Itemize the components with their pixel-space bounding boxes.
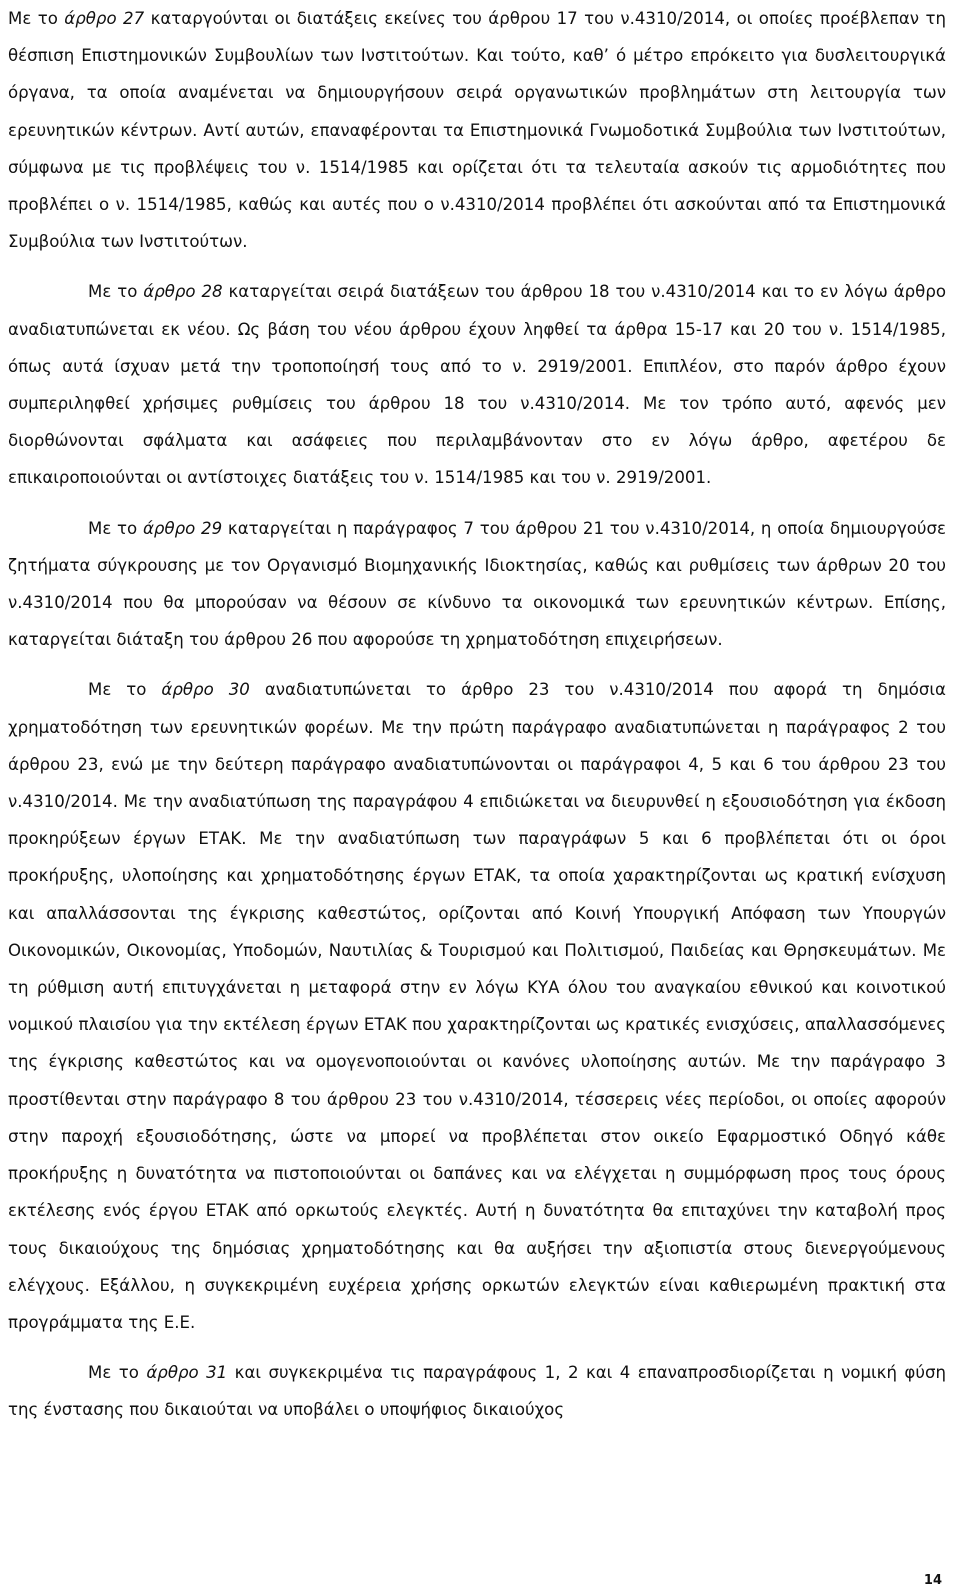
paragraph-lead: Με το xyxy=(88,680,162,700)
paragraph-body: αναδιατυπώνεται το άρθρο 23 του ν.4310/2014 που αφορά τη δημόσια χρηματοδότηση των ερευνητικών φορέων. Με την πρώτη παράγραφο αναδιατυπώνεται η παράγραφος 2 του άρθρου 23, ενώ με την δεύτερη παράγραφο αναδιατυπώνονται οι παράγραφοι 4, 5 και 6 του άρθρου 23 του ν.4310/2014. Με την αναδιατύπωση της παραγράφου 4 επιδιώκεται να διευρυνθεί η εξουσιοδότηση για έκδοση προκηρύξεων έργων ΕΤΑΚ. Με την αναδιατύπωση των παραγράφων 5 και 6 προβλέπεται ότι οι όροι προκήρυξης, υλοποίησης και χρηματοδότησης έργων ΕΤΑΚ, τα οποία χαρακτηρίζονται ως κρατική ενίσχυση και απαλλάσσονται της έγκρισης καθεστώτος, ορίζονται από Κοινή Υπουργική Απόφαση των Υπουργών Οικονομικών, Οικονομίας, Υποδομών, Ναυτιλίας & Τουρισμού και Πολιτισμού, Παιδείας και Θρησκευμάτων. Με τη ρύθμιση αυτή επιτυγχάνεται η μεταφορά στην εν λόγω ΚΥΑ όλου του αναγκαίου εθνικού και κοινοτικού νομικού πλαισίου για την εκτέλεση έργων ΕΤΑΚ που χαρακτηρίζονται ως κρατικές ενισχύσεις, απαλλασσόμενες της έγκρισης καθεστώτος και να ομογενοποιούνται οι κανόνες υλοποίησης αυτών. Με την παράγραφο 3 προστίθενται στην παράγραφο 8 του άρθρου 23 του ν.4310/2014, τέσσερεις νέες περίοδοι, οι οποίες αφορούν στην παροχή εξουσιοδότησης, ώστε να μπορεί να προβλέπεται στον οικείο Εφαρμοστικό Οδηγό κάθε προκήρυξης η δυνατότητα να πιστοποιούνται οι δαπάνες και να ελέγχεται η συμμόρφωση προς τους όρους εκτέλεσης ενός έργου ΕΤΑΚ από ορκωτούς ελεγκτές. Αυτή η δυνατότητα θα επιταχύνει την καταβολή προς τους δικαιούχους της δημόσιας χρηματοδότησης και θα αυξήσει την αξιοπιστία στους διενεργούμενους ελέγχους. Εξάλλου, η συγκεκριμένη ευχέρεια χρήσης ορκωτών ελεγκτών είναι καθιερωμένη πρακτική στα προγράμματα της Ε.Ε. xyxy=(8,680,946,1332)
paragraph-body: καταργείται σειρά διατάξεων του άρθρου 18 του ν.4310/2014 και το εν λόγω άρθρο αναδιατυπώνεται εκ νέου. Ως βάση του νέου άρθρου έχουν ληφθεί τα άρθρα 15-17 και 20 του ν. 1514/1985, όπως αυτά ίσχυαν μετά την τροποποίησή τους από το ν. 2919/2001. Επιπλέον, στο παρόν άρθρο έχουν συμπεριληφθεί χρήσιμες ρυθμίσεις του άρθρου 18 του ν.4310/2014. Με τον τρόπο αυτό, αφενός μεν διορθώνονται σφάλματα και ασάφειες που περιλαμβάνονταν στο εν λόγω άρθρο, αφετέρου δε επικαιροποιούνται οι αντίστοιχες διατάξεις του ν. 1514/1985 και του ν. 2919/2001. xyxy=(8,282,946,488)
paragraph-article-30 xyxy=(8,671,946,1341)
article-reference: άρθρο 27 xyxy=(64,9,145,28)
paragraph-article-27 xyxy=(8,0,946,260)
paragraph-lead: Με το xyxy=(8,9,65,28)
paragraph-lead: Με το xyxy=(88,518,143,538)
article-reference: άρθρο 31 xyxy=(146,1363,228,1383)
paragraph-article-29 xyxy=(8,510,946,659)
paragraph-lead: Με το xyxy=(88,282,144,302)
article-reference: άρθρο 28 xyxy=(143,282,223,302)
paragraph-body: καταργείται η παράγραφος 7 του άρθρου 21 του ν.4310/2014, η οποία δημιουργούσε ζητήματα σύγκρουσης με τον Οργανισμό Βιομηχανικής Ιδιοκτησίας, καθώς και ρυθμίσεις των άρθρων 20 του ν.4310/2014 που θα μπορούσαν να θέσουν σε κίνδυνο τα οικονομικά των ερευνητικών κέντρων. Επίσης, καταργείται διάταξη του άρθρου 26 που αφορούσε τη χρηματοδότηση επιχειρήσεων. xyxy=(8,518,947,650)
paragraph-lead: Με το xyxy=(88,1363,147,1383)
paragraph-body: και συγκεκριμένα τις παραγράφους 1, 2 και 4 επαναπροσδιορίζεται η νομική φύση της ένστασης που δικαιούται να υποβάλει ο υποψήφιος δικαιούχος xyxy=(8,1363,946,1420)
page-number: 14 xyxy=(923,1573,942,1588)
article-reference: άρθρο 30 xyxy=(161,680,250,700)
paragraph-article-31 xyxy=(8,1354,946,1428)
paragraph-body: καταργούνται οι διατάξεις εκείνες του άρθρου 17 του ν.4310/2014, οι οποίες προέβλεπαν τη θέσπιση Επιστημονικών Συμβουλίων των Ινστιτούτων. Και τούτο, καθ’ ό μέτρο επρόκειτο για δυσλειτουργικά όργανα, τα οποία αναμένεται να δημιουργήσουν σειρά οργανωτικών προβλημάτων στη λειτουργία των ερευνητικών κέντρων. Αντί αυτών, επαναφέρονται τα Επιστημονικά Γνωμοδοτικά Συμβούλια των Ινστιτούτων, σύμφωνα με τις προβλέψεις του ν. 1514/1985 και ορίζεται ότι τα τελευταία ασκούν τις αρμοδιότητες που προβλέπει ο ν. 1514/1985, καθώς και αυτές που ο ν.4310/2014 προβλέπει ότι ασκούνται από τα Επιστημονικά Συμβούλια των Ινστιτούτων. xyxy=(8,9,946,252)
paragraph-article-28 xyxy=(8,273,946,496)
article-reference: άρθρο 29 xyxy=(142,518,223,538)
